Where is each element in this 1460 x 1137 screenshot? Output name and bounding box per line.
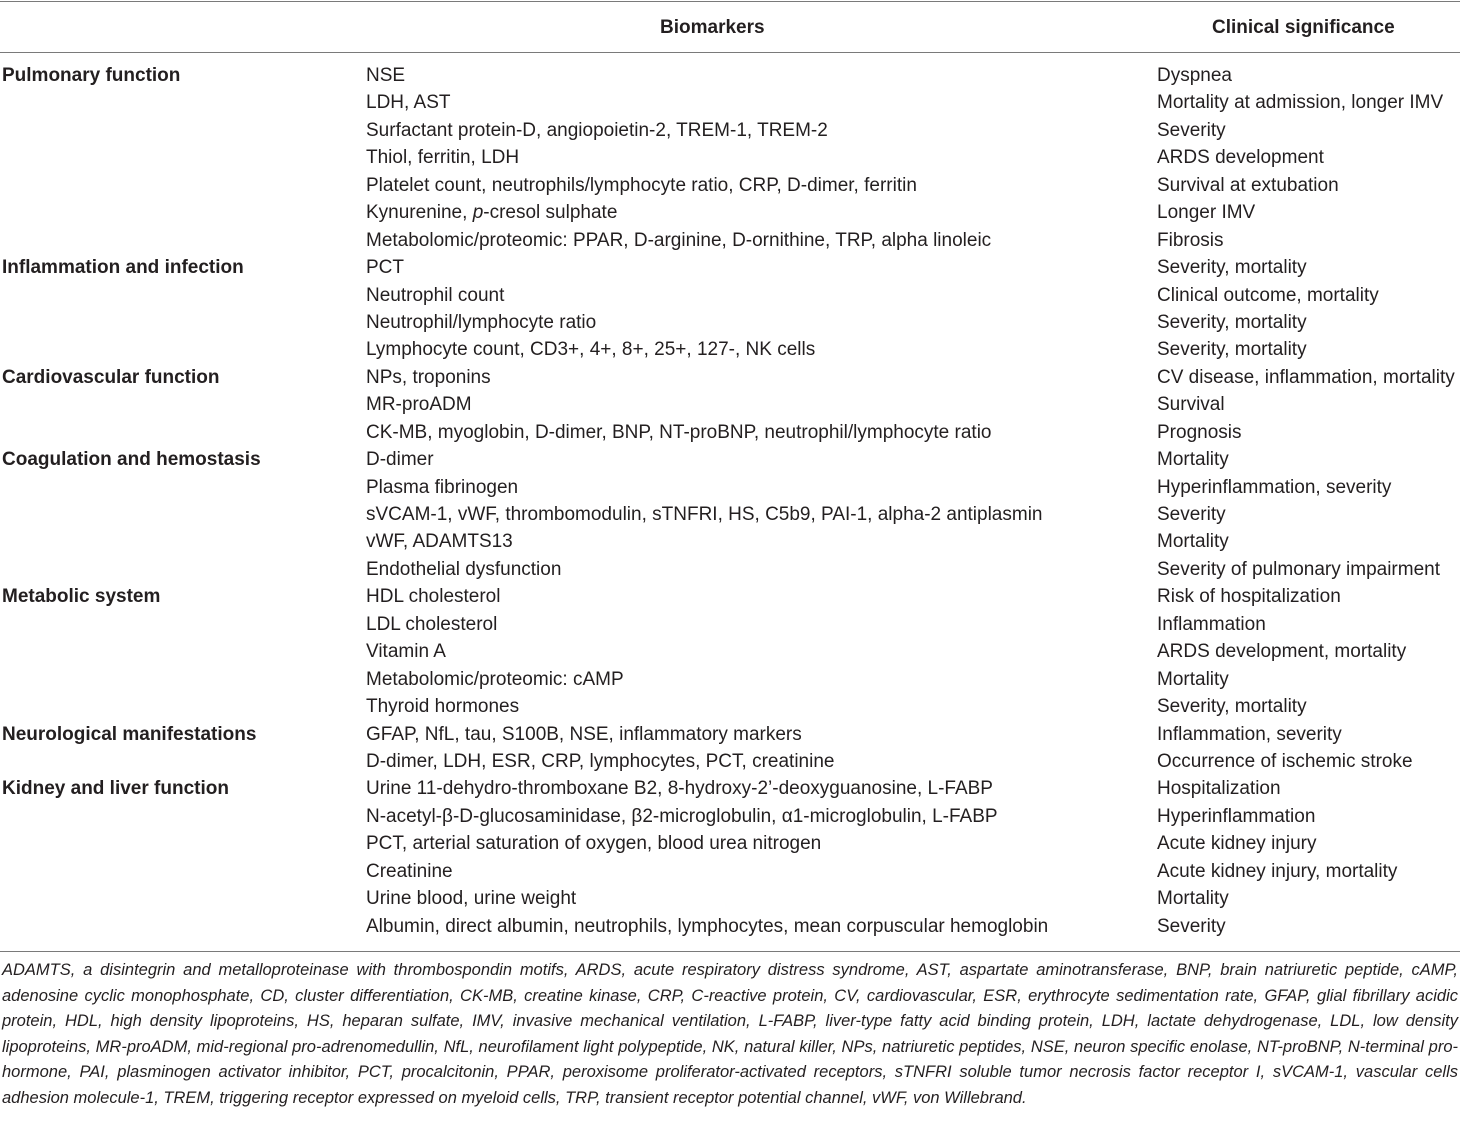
table-bottom-rule xyxy=(0,951,1460,952)
biomarkers-cell: Metabolomic/proteomic: PPAR, D-arginine, D-ornithine, TRP, alpha linoleic xyxy=(366,229,992,251)
biomarkers-cell: HDL cholesterol xyxy=(366,586,501,608)
clinical-significance-cell: Inflammation, severity xyxy=(1157,723,1342,745)
table-row xyxy=(0,913,1460,940)
biomarkers-cell: Platelet count, neutrophils/lymphocyte ratio, CRP, D-dimer, ferritin xyxy=(366,174,917,196)
category-cell: Inflammation and infection xyxy=(2,257,244,279)
table-row xyxy=(0,254,1460,281)
biomarkers-cell: Metabolomic/proteomic: cAMP xyxy=(366,668,624,690)
clinical-significance-cell: Severity, mortality xyxy=(1157,311,1307,333)
category-cell: Metabolic system xyxy=(2,586,161,608)
biomarkers-cell: D-dimer, LDH, ESR, CRP, lymphocytes, PCT, creatinine xyxy=(366,750,835,772)
table-row xyxy=(0,391,1460,418)
biomarkers-cell: Lymphocyte count, CD3+, 4+, 8+, 25+, 127-, NK cells xyxy=(366,339,816,361)
clinical-significance-cell: Dyspnea xyxy=(1157,65,1232,86)
clinical-significance-cell: Survival at extubation xyxy=(1157,174,1339,196)
table-row xyxy=(0,227,1460,254)
table-row xyxy=(0,830,1460,857)
category-cell: Coagulation and hemostasis xyxy=(2,449,261,471)
clinical-significance-cell: ARDS development xyxy=(1157,147,1324,169)
table-row xyxy=(0,199,1460,226)
biomarkers-cell xyxy=(366,199,617,226)
table-row xyxy=(0,364,1460,391)
table-row xyxy=(0,117,1460,144)
table-row xyxy=(0,775,1460,802)
biomarkers-cell: Vitamin A xyxy=(366,641,446,663)
table-row xyxy=(0,336,1460,363)
table-row xyxy=(0,611,1460,638)
table-row xyxy=(0,501,1460,528)
biomarkers-cell: D-dimer xyxy=(366,449,434,471)
biomarkers-cell: GFAP, NfL, tau, S100B, NSE, inflammatory markers xyxy=(366,723,802,745)
biomarkers-cell: Creatinine xyxy=(366,860,453,882)
clinical-significance-cell: Mortality xyxy=(1157,888,1229,910)
biomarkers-cell: vWF, ADAMTS13 xyxy=(366,531,513,553)
biomarkers-cell: Thiol, ferritin, LDH xyxy=(366,147,520,169)
clinical-significance-cell: Acute kidney injury, mortality xyxy=(1157,860,1398,882)
biomarkers-text-suffix: -cresol sulphate xyxy=(483,202,618,224)
table-row xyxy=(0,89,1460,116)
clinical-significance-cell: Severity, mortality xyxy=(1157,696,1307,718)
table-row xyxy=(0,693,1460,720)
clinical-significance-cell: Severity xyxy=(1157,504,1226,525)
table-row xyxy=(0,528,1460,555)
clinical-significance-cell: Inflammation xyxy=(1157,613,1266,635)
clinical-significance-cell: Severity xyxy=(1157,915,1226,937)
clinical-significance-cell: ARDS development, mortality xyxy=(1157,641,1407,663)
clinical-significance-cell: Severity, mortality xyxy=(1157,339,1307,361)
table-row xyxy=(0,748,1460,775)
table-body xyxy=(0,62,1460,940)
table-footnote: ADAMTS, a disintegrin and metalloproteinase with thrombospondin motifs, ARDS, acute respiratory distress syndrome, AST, aspartate aminotransferase, BNP, brain natriuretic peptide, cAMP, adenosine cyclic monophosphate, CD, cluster differentiation, CK-MB, creatine kinase, CRP, C-reactive protein, CV, cardiovascular, ESR, erythrocyte sedimentation rate, GFAP, glial fibrillary acidic protein, HDL, high density lipoproteins, HS, heparan sulfate, IMV, invasive mechanical ventilation, L-FABP, liver-type fatty acid binding protein, LDH, lactate dehydrogenase, LDL, low density lipoproteins, MR-proADM, mid-regional pro-adrenomedullin, NfL, neurofilament light polypeptide, NK, natural killer, NPs, natriuretic peptides, NSE, neuron specific enolase, NT-proBNP, N-terminal pro-hormone, PAI, plasminogen activator inhibitor, PCT, procalcitonin, PPAR, peroxisome proliferator-activated receptors, sTNFRI soluble tumor necrosis factor receptor I, sVCAM-1, vascular cells adhesion molecule-1, TREM, triggering receptor expressed on myeloid cells, TRP, transient receptor potential channel, vWF, von Willebrand. xyxy=(2,961,1458,1107)
clinical-significance-cell: Clinical outcome, mortality xyxy=(1157,284,1379,306)
biomarkers-cell: NSE xyxy=(366,65,406,86)
biomarkers-cell: NPs, troponins xyxy=(366,366,491,388)
biomarkers-cell: Urine 11-dehydro-thromboxane B2, 8-hydroxy-2’-deoxyguanosine, L-FABP xyxy=(366,778,993,800)
table-row xyxy=(0,446,1460,473)
clinical-significance-cell: Occurrence of ischemic stroke xyxy=(1157,750,1413,772)
clinical-significance-cell: Survival xyxy=(1157,394,1225,416)
clinical-significance-cell: Fibrosis xyxy=(1157,229,1224,251)
clinical-significance-cell: Mortality at admission, longer IMV xyxy=(1157,92,1444,114)
clinical-significance-cell: Severity of pulmonary impairment xyxy=(1157,558,1440,580)
clinical-significance-cell: Acute kidney injury xyxy=(1157,833,1317,855)
header-clinical-significance: Clinical significance xyxy=(1212,17,1395,38)
biomarkers-cell: PCT xyxy=(366,257,404,279)
table-row xyxy=(0,858,1460,885)
table-row xyxy=(0,419,1460,446)
biomarkers-text-italic: p xyxy=(472,202,484,224)
clinical-significance-cell: Risk of hospitalization xyxy=(1157,586,1341,608)
table-top-rule xyxy=(0,1,1460,2)
biomarkers-cell: sVCAM-1, vWF, thrombomodulin, sTNFRI, HS, C5b9, PAI-1, alpha-2 antiplasmin xyxy=(366,504,1043,525)
category-cell: Cardiovascular function xyxy=(2,366,220,388)
biomarkers-cell: LDL cholesterol xyxy=(366,613,498,635)
table-row xyxy=(0,556,1460,583)
clinical-significance-cell: Mortality xyxy=(1157,668,1229,690)
biomarkers-text-prefix: Kynurenine, xyxy=(366,202,473,224)
table-header-rule xyxy=(0,52,1460,53)
clinical-significance-cell: Longer IMV xyxy=(1157,202,1256,224)
table-row xyxy=(0,666,1460,693)
clinical-significance-cell: Prognosis xyxy=(1157,421,1242,443)
table-row xyxy=(0,172,1460,199)
category-cell: Pulmonary function xyxy=(2,65,181,86)
biomarkers-cell: N-acetyl-β-D-glucosaminidase, β2-microglobulin, α1-microglobulin, L-FABP xyxy=(366,805,998,827)
biomarkers-cell: Surfactant protein-D, angiopoietin-2, TREM-1, TREM-2 xyxy=(366,119,828,141)
category-cell: Neurological manifestations xyxy=(2,723,257,745)
table-row xyxy=(0,144,1460,171)
biomarkers-cell: Albumin, direct albumin, neutrophils, lymphocytes, mean corpuscular hemoglobin xyxy=(366,915,1049,937)
biomarkers-cell: PCT, arterial saturation of oxygen, blood urea nitrogen xyxy=(366,833,822,855)
biomarkers-cell: Endothelial dysfunction xyxy=(366,558,562,580)
biomarkers-cell: LDH, AST xyxy=(366,92,451,114)
table-row xyxy=(0,309,1460,336)
clinical-significance-cell: Hyperinflammation, severity xyxy=(1157,476,1392,498)
biomarkers-cell: Thyroid hormones xyxy=(366,696,520,718)
clinical-significance-cell: Severity, mortality xyxy=(1157,257,1307,279)
header-biomarkers: Biomarkers xyxy=(660,17,765,38)
biomarkers-cell: Urine blood, urine weight xyxy=(366,888,577,910)
clinical-significance-cell: Severity xyxy=(1157,119,1226,141)
table-row xyxy=(0,583,1460,610)
biomarkers-cell: Neutrophil/lymphocyte ratio xyxy=(366,311,597,333)
clinical-significance-cell: Hospitalization xyxy=(1157,778,1281,800)
table-row xyxy=(0,721,1460,748)
clinical-significance-cell: Mortality xyxy=(1157,531,1229,553)
biomarkers-cell: Neutrophil count xyxy=(366,284,505,306)
table-row xyxy=(0,803,1460,830)
table-row xyxy=(0,62,1460,89)
biomarkers-cell: CK-MB, myoglobin, D-dimer, BNP, NT-proBNP, neutrophil/lymphocyte ratio xyxy=(366,421,992,443)
clinical-significance-cell: Hyperinflammation xyxy=(1157,805,1316,827)
clinical-significance-cell: CV disease, inflammation, mortality xyxy=(1157,366,1455,388)
table-row xyxy=(0,474,1460,501)
category-cell: Kidney and liver function xyxy=(2,778,229,800)
table-row xyxy=(0,638,1460,665)
table-row xyxy=(0,885,1460,912)
table-row xyxy=(0,282,1460,309)
biomarkers-cell: MR-proADM xyxy=(366,394,472,416)
biomarkers-cell: Plasma fibrinogen xyxy=(366,476,519,498)
clinical-significance-cell: Mortality xyxy=(1157,449,1229,471)
